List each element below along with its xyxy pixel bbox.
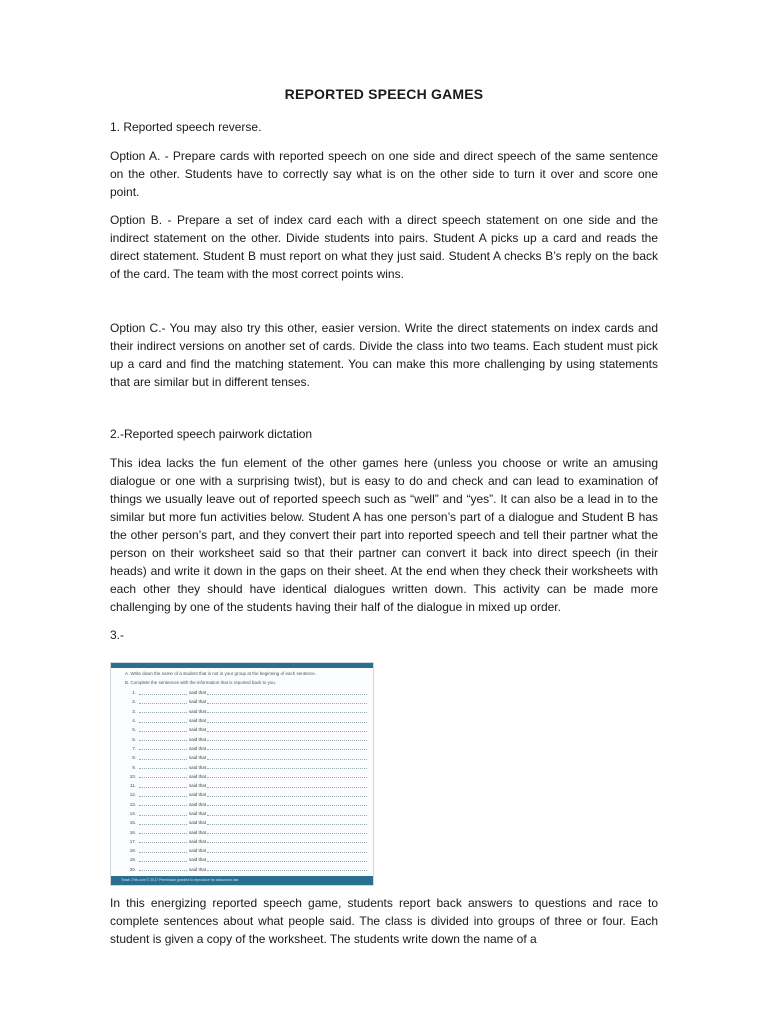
worksheet-row-number: 8. bbox=[132, 755, 136, 761]
worksheet-said-that: said that bbox=[189, 838, 207, 844]
worksheet-answer-blank bbox=[207, 849, 367, 853]
worksheet-row-number: 2. bbox=[132, 699, 136, 705]
worksheet-said-that: said that bbox=[189, 736, 207, 742]
worksheet-said-that: said that bbox=[189, 857, 207, 863]
worksheet-name-blank bbox=[139, 756, 187, 760]
worksheet-row bbox=[123, 790, 367, 799]
worksheet-row-number: 9. bbox=[132, 764, 136, 770]
worksheet-row-number: 10. bbox=[129, 773, 136, 779]
worksheet-rows bbox=[111, 686, 373, 874]
worksheet-said-that: said that bbox=[189, 829, 207, 835]
worksheet-row bbox=[123, 697, 367, 706]
worksheet-said-that: said that bbox=[189, 690, 207, 696]
worksheet-row-number: 19. bbox=[129, 857, 136, 863]
worksheet-name-blank bbox=[139, 849, 187, 853]
worksheet-name-blank bbox=[139, 839, 187, 843]
section-2-paragraph: This idea lacks the fun element of the other games here (unless you choose or write an amusing dialogue or one with a surprising twist), but is easy to do and check and can lead to examination of things we usually leave out of reported speech such as “well” and “yes”. It can also be a lead in to the similar but more fun activities below. Student A has one person’s part of a dialogue and Student B has the other person’s part, and they convert their part into reported speech and tell their partner what the person on their worksheet said so that their partner can convert it back into direct speech (in their heads) and write it down in the gaps on their sheet. At the end when they check their worksheets with each other they should have identical dialogues written down. This activity can be made more challenging by one of the students having their half of the dialogue in mixed up order. bbox=[110, 456, 658, 614]
worksheet-said-that: said that bbox=[189, 783, 207, 789]
worksheet-said-that: said that bbox=[189, 699, 207, 705]
option-b-paragraph: Option B. - Prepare a set of index card each with a direct speech statement on one side and the indirect statement on the other. Divide students into pairs. Student A picks up a card and reads the direct statement. Student B must report on what they just said. Student A checks B’s reply on the back of the card. The team with the most correct points wins. bbox=[110, 213, 658, 281]
worksheet-instruction-a: A. Write down the name of a student that is not in your group at the beginning of each sentence. bbox=[125, 671, 317, 676]
worksheet-answer-blank bbox=[207, 821, 367, 825]
worksheet-row-number: 6. bbox=[132, 736, 136, 742]
worksheet-name-blank bbox=[139, 793, 187, 797]
worksheet-name-blank bbox=[139, 802, 187, 806]
worksheet-image bbox=[110, 662, 374, 886]
option-c-paragraph: Option C.- You may also try this other, easier version. Write the direct statements on index cards and their indirect versions on another set of cards. Divide the class into two teams. Each student must pick up a card and find the matching statement. You can make this more challenging by using statements that are similar but in different tenses. bbox=[110, 321, 658, 389]
worksheet-row bbox=[123, 725, 367, 734]
worksheet-row bbox=[123, 800, 367, 809]
section-2-heading: 2.-Reported speech pairwork dictation bbox=[110, 427, 313, 441]
worksheet-row-number: 20. bbox=[129, 866, 136, 872]
worksheet-name-blank bbox=[139, 867, 187, 871]
worksheet-name-blank bbox=[139, 821, 187, 825]
worksheet-answer-blank bbox=[207, 691, 367, 695]
worksheet-row bbox=[123, 855, 367, 864]
worksheet-answer-blank bbox=[207, 793, 367, 797]
worksheet-answer-blank bbox=[207, 709, 367, 713]
worksheet-row-number: 1. bbox=[132, 690, 136, 696]
worksheet-row-number: 13. bbox=[129, 801, 136, 807]
worksheet-row-number: 17. bbox=[129, 838, 136, 844]
worksheet-row bbox=[123, 818, 367, 827]
worksheet-said-that: said that bbox=[189, 708, 207, 714]
worksheet-answer-blank bbox=[207, 756, 367, 760]
worksheet-name-blank bbox=[139, 691, 187, 695]
worksheet-answer-blank bbox=[207, 802, 367, 806]
worksheet-row bbox=[123, 762, 367, 771]
worksheet-name-blank bbox=[139, 719, 187, 723]
worksheet-said-that: said that bbox=[189, 811, 207, 816]
worksheet-name-blank bbox=[139, 728, 187, 732]
worksheet-said-that: said that bbox=[189, 727, 207, 733]
worksheet-row-number: 5. bbox=[132, 727, 136, 733]
worksheet-row bbox=[123, 716, 367, 725]
worksheet-answer-blank bbox=[207, 839, 367, 843]
worksheet-row bbox=[123, 753, 367, 762]
worksheet-row-number: 4. bbox=[132, 718, 136, 724]
worksheet-row bbox=[123, 809, 367, 818]
document-content bbox=[110, 86, 658, 958]
worksheet-footer: Teach-This.com © 2017 Permission granted to reproduce for classroom use. bbox=[111, 876, 373, 885]
worksheet-row-number: 14. bbox=[129, 811, 136, 816]
page-title: REPORTED SPEECH GAMES bbox=[284, 86, 484, 102]
worksheet-answer-blank bbox=[207, 774, 367, 778]
worksheet-name-blank bbox=[139, 737, 187, 741]
worksheet-said-that: said that bbox=[189, 764, 207, 770]
worksheet-said-that: said that bbox=[189, 848, 207, 854]
worksheet-row bbox=[123, 837, 367, 846]
worksheet-answer-blank bbox=[207, 812, 367, 816]
worksheet-answer-blank bbox=[207, 719, 367, 723]
worksheet-row bbox=[123, 865, 367, 874]
worksheet-instruction-b: B. Complete the sentences with the information that is reported back to you. bbox=[125, 680, 277, 685]
worksheet-answer-blank bbox=[207, 858, 367, 862]
worksheet-row bbox=[123, 734, 367, 743]
worksheet-name-blank bbox=[139, 812, 187, 816]
worksheet-row-number: 7. bbox=[132, 745, 136, 751]
worksheet-said-that: said that bbox=[189, 792, 207, 798]
worksheet-row-number: 3. bbox=[132, 708, 136, 714]
worksheet-row bbox=[123, 688, 367, 697]
section-3-paragraph: In this energizing reported speech game, students report back answers to questions and race to complete sentences about what people said. The class is divided into groups of three or four. Each student is given a copy of the worksheet. The students write down the name of a bbox=[110, 896, 658, 946]
worksheet-answer-blank bbox=[207, 765, 367, 769]
worksheet-row-number: 11. bbox=[130, 783, 136, 789]
worksheet-answer-blank bbox=[207, 784, 367, 788]
worksheet-name-blank bbox=[139, 746, 187, 750]
worksheet-name-blank bbox=[139, 700, 187, 704]
worksheet-answer-blank bbox=[207, 867, 367, 871]
worksheet-answer-blank bbox=[207, 700, 367, 704]
worksheet-name-blank bbox=[139, 858, 187, 862]
worksheet-name-blank bbox=[139, 765, 187, 769]
worksheet-said-that: said that bbox=[189, 801, 207, 807]
section-1-heading: 1. Reported speech reverse. bbox=[110, 120, 262, 134]
worksheet-said-that: said that bbox=[189, 773, 207, 779]
worksheet-said-that: said that bbox=[189, 718, 207, 724]
worksheet-said-that: said that bbox=[189, 755, 207, 761]
worksheet-row bbox=[123, 781, 367, 790]
worksheet-name-blank bbox=[139, 709, 187, 713]
worksheet-row-number: 12. bbox=[129, 792, 136, 798]
worksheet-said-that: said that bbox=[189, 820, 207, 826]
worksheet-answer-blank bbox=[207, 737, 367, 741]
worksheet-row bbox=[123, 827, 367, 836]
worksheet-answer-blank bbox=[207, 830, 367, 834]
worksheet-said-that: said that bbox=[189, 866, 207, 872]
worksheet-row-number: 16. bbox=[129, 829, 136, 835]
worksheet-said-that: said that bbox=[189, 745, 207, 751]
worksheet-answer-blank bbox=[207, 746, 367, 750]
worksheet-name-blank bbox=[139, 774, 187, 778]
worksheet-answer-blank bbox=[207, 728, 367, 732]
worksheet-row bbox=[123, 707, 367, 716]
worksheet-name-blank bbox=[139, 784, 187, 788]
worksheet-row-number: 15. bbox=[129, 820, 136, 826]
worksheet-row bbox=[123, 744, 367, 753]
worksheet-row-number: 18. bbox=[129, 848, 136, 854]
worksheet-row bbox=[123, 772, 367, 781]
section-3-heading: 3.- bbox=[110, 628, 125, 642]
worksheet-name-blank bbox=[139, 830, 187, 834]
worksheet-row bbox=[123, 846, 367, 855]
option-a-paragraph: Option A. - Prepare cards with reported speech on one side and direct speech of the same sentence on the other. Students have to correctly say what is on the other side to turn it over and score one point. bbox=[110, 149, 658, 199]
